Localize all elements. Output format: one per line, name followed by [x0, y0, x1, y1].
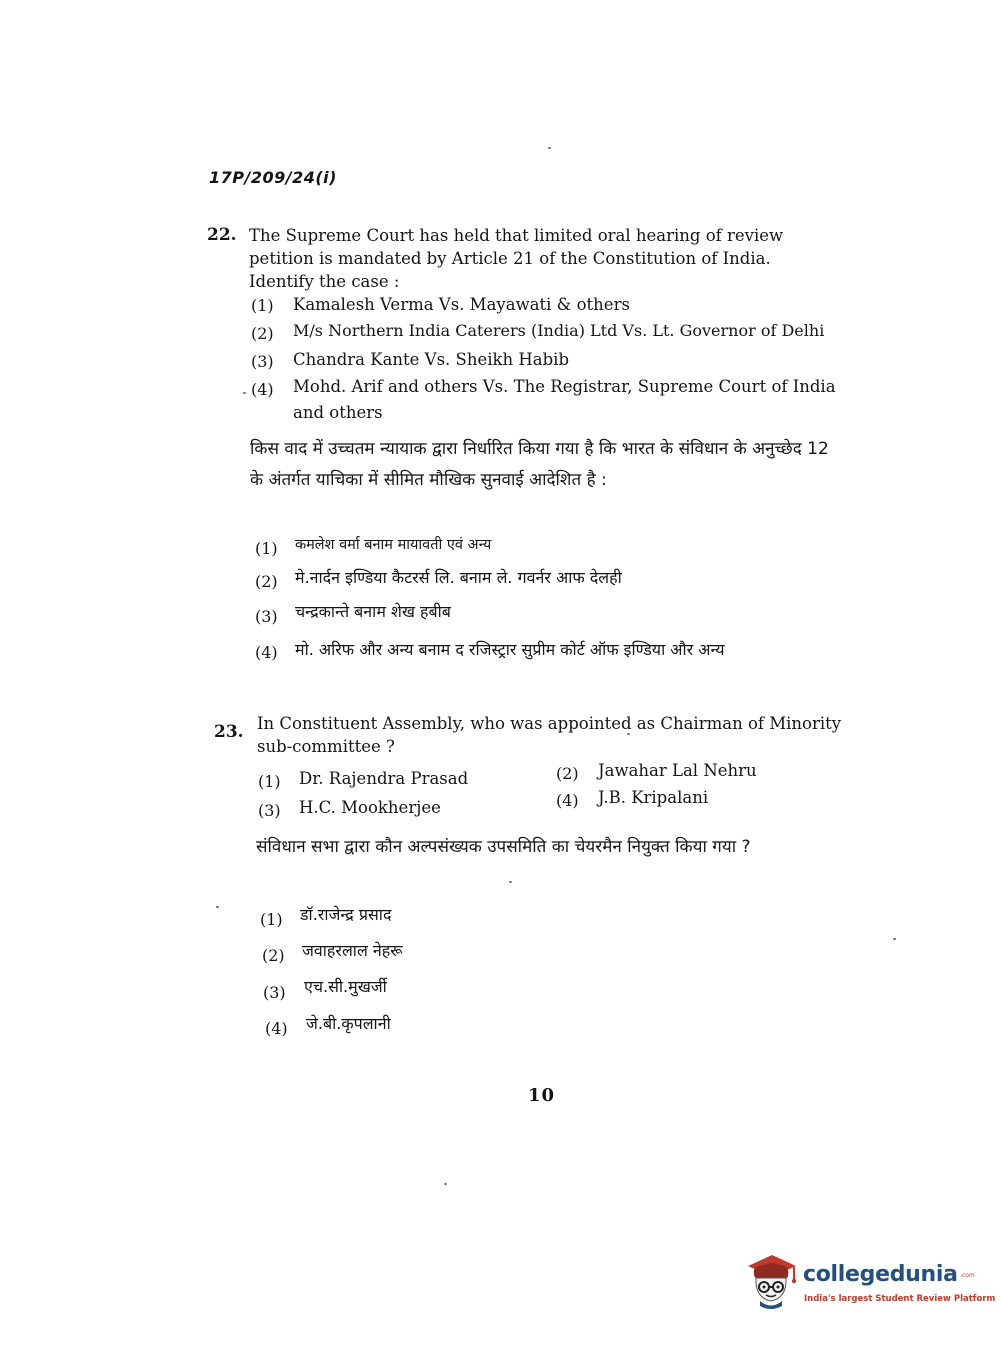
option-text: Chandra Kante Vs. Sheikh Habib	[293, 350, 570, 369]
option-number: (2)	[251, 324, 274, 343]
option-number: (3)	[251, 352, 274, 371]
option-number: (1)	[251, 296, 274, 315]
question-number: 23.	[214, 722, 244, 742]
question-text-hindi: संविधान सभा द्वारा कौन अल्पसंख्यक उपसमिति का चेयरमैन नियुक्त किया गया ?	[256, 837, 751, 857]
option-text: H.C. Mookherjee	[299, 798, 441, 817]
option-text: कमलेश वर्मा बनाम मायावती एवं अन्य	[295, 537, 492, 553]
option-text: डॉ.राजेन्द्र प्रसाद	[300, 905, 392, 924]
option-number: (3)	[255, 607, 278, 626]
scan-speck	[444, 1183, 447, 1185]
paper-code: 17P/209/24(i)	[209, 168, 337, 187]
question-text-english: The Supreme Court has held that limited oral hearing of review petition is mandated by Article 21 of the Constitution of India. Identify the case :	[249, 226, 784, 291]
option-number: (4)	[255, 643, 278, 662]
scan-speck	[509, 881, 512, 883]
scan-speck	[548, 147, 551, 149]
option-number: (4)	[556, 791, 579, 810]
brand-suffix: .com	[960, 1272, 975, 1279]
option-number: (1)	[258, 772, 281, 791]
scan-speck	[243, 392, 246, 394]
brand-tagline: India's largest Student Review Platform	[804, 1294, 996, 1304]
option-text: जे.बी.कृपलानी	[306, 1014, 391, 1033]
option-number: (1)	[255, 539, 278, 558]
option-text: Kamalesh Verma Vs. Mayawati & others	[293, 295, 630, 314]
brand-name: collegedunia	[803, 1262, 958, 1287]
option-number: (2)	[255, 572, 278, 591]
option-text: M/s Northern India Caterers (India) Ltd Vs. Lt. Governor of Delhi	[293, 321, 825, 340]
option-number: (3)	[263, 983, 286, 1002]
option-text: Jawahar Lal Nehru	[598, 761, 757, 780]
scan-speck	[893, 938, 896, 940]
page-number: 10	[528, 1085, 556, 1106]
option-text: मे.नार्दन इण्डिया कैटरर्स लि. बनाम ले. गवर्नर आफ देलही	[295, 568, 622, 587]
option-text: चन्द्रकान्ते बनाम शेख हबीब	[295, 602, 451, 621]
option-text: Dr. Rajendra Prasad	[299, 769, 469, 788]
option-number: (4)	[265, 1019, 288, 1038]
option-text: जवाहरलाल नेहरू	[302, 941, 403, 960]
option-text: एच.सी.मुखर्जी	[304, 977, 387, 996]
option-number: (3)	[258, 801, 281, 820]
option-number: (2)	[556, 764, 579, 783]
option-text: Mohd. Arif and others Vs. The Registrar, Supreme Court of India and others	[293, 377, 836, 422]
mascot-logo-icon	[742, 1252, 800, 1312]
option-number: (4)	[251, 380, 274, 399]
question-number: 22.	[207, 225, 237, 245]
option-number: (1)	[260, 910, 283, 929]
option-text: मो. अरिफ और अन्य बनाम द रजिस्ट्रार सुप्रीम कोर्ट ऑफ इण्डिया और अन्य	[295, 640, 725, 659]
option-number: (2)	[262, 946, 285, 965]
collegedunia-watermark	[742, 1252, 996, 1314]
scan-speck	[216, 906, 219, 908]
scan-speck	[627, 733, 630, 735]
question-text-english: In Constituent Assembly, who was appointed as Chairman of Minority sub-committee ?	[257, 714, 842, 756]
option-text: J.B. Kripalani	[598, 788, 709, 807]
question-text-hindi: किस वाद में उच्चतम न्यायाक द्वारा निर्धारित किया गया है कि भारत के संविधान के अनुच्छेद 12 के अंतर्गत याचिका में सीमित मौखिक सुनवाई आदेशित है :	[250, 439, 829, 490]
